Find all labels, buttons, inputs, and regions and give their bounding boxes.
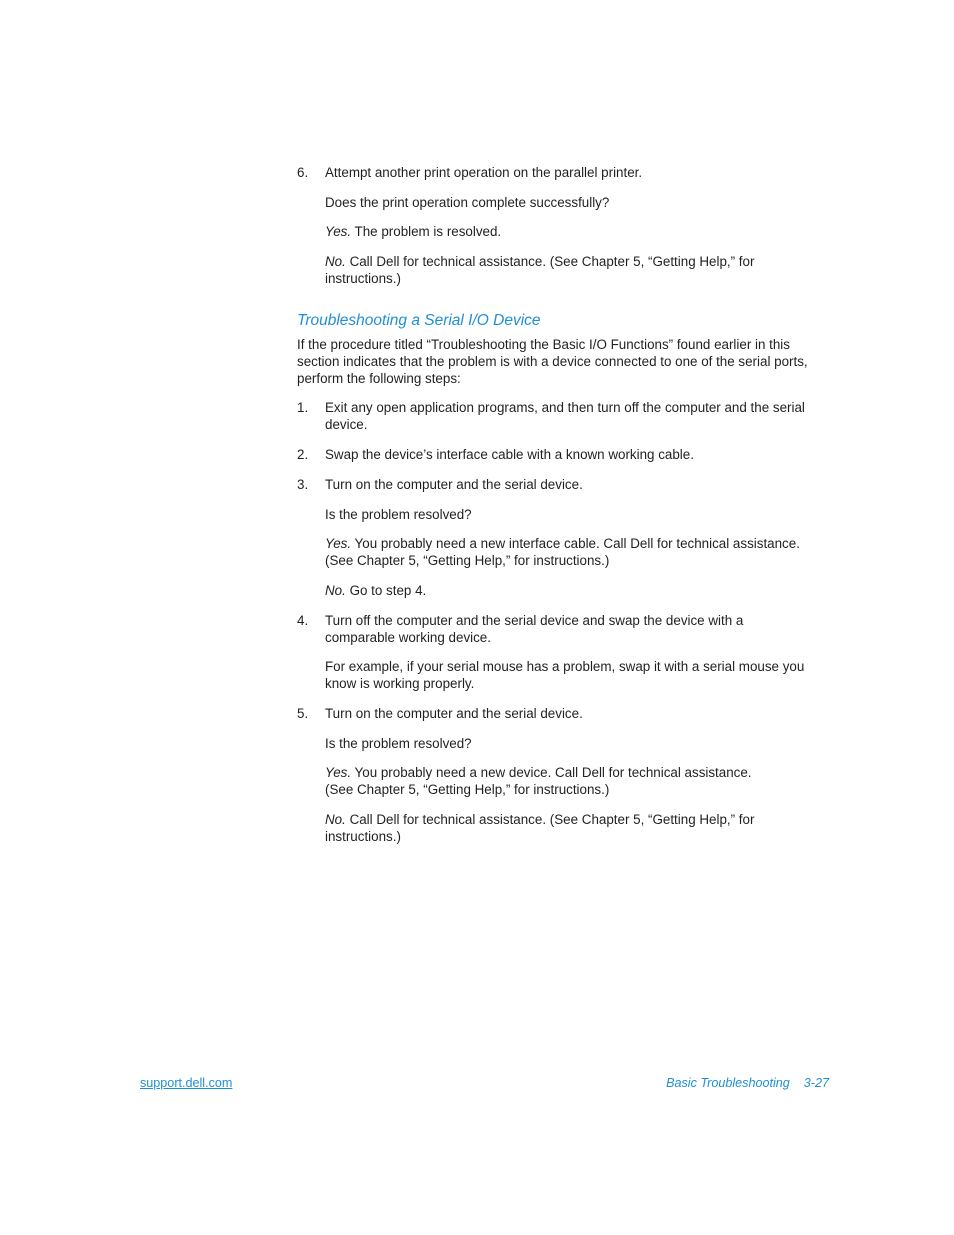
step-note: For example, if your serial mouse has a problem, swap it with a serial mouse you know is working properly. [325, 659, 805, 691]
step-number: 6. [297, 165, 309, 180]
support-link[interactable]: support.dell.com [140, 1076, 233, 1090]
yes-answer [325, 535, 825, 569]
step-number: 1. [297, 400, 309, 415]
yes-label: Yes. [325, 536, 352, 551]
page-number: 3-27 [803, 1076, 829, 1090]
chapter-title: Basic Troubleshooting [666, 1076, 790, 1090]
step-number: 2. [297, 447, 309, 462]
no-label: No. [325, 254, 346, 269]
step-text: Swap the device’s interface cable with a known working cable. [325, 447, 694, 462]
yes-text: You probably need a new device. Call Dell for technical assistance. [351, 765, 752, 780]
page-footer [666, 1075, 829, 1091]
step-question: Does the print operation complete successfully? [325, 195, 610, 210]
yes-text: The problem is resolved. [351, 224, 502, 239]
yes-answer-cont: (See Chapter 5, “Getting Help,” for instructions.) [325, 782, 610, 797]
no-answer [325, 811, 785, 845]
step-number: 4. [297, 613, 309, 628]
step-question: Is the problem resolved? [325, 736, 472, 751]
step-question: Is the problem resolved? [325, 507, 472, 522]
yes-text: You probably need a new interface cable. Call Dell for technical assistance. (See Chapter 5, “Getting Help,” for instructions.) [325, 536, 800, 568]
step-text: Exit any open application programs, and then turn off the computer and the serial device. [325, 400, 805, 432]
step-number: 3. [297, 477, 309, 492]
yes-answer [325, 223, 835, 240]
no-text: Go to step 4. [345, 583, 427, 598]
no-label: No. [325, 812, 346, 827]
step-text: Turn on the computer and the serial device. [325, 477, 583, 492]
step-text: Attempt another print operation on the parallel printer. [325, 165, 643, 180]
no-answer [325, 253, 785, 287]
step-number: 5. [297, 706, 309, 721]
yes-label: Yes. [325, 224, 352, 239]
yes-label: Yes. [325, 765, 352, 780]
no-text: Call Dell for technical assistance. (See Chapter 5, “Getting Help,” for instructions.) [325, 254, 755, 286]
step-text: Turn off the computer and the serial device and swap the device with a comparable working device. [325, 613, 744, 645]
no-answer [325, 582, 835, 599]
step-text: Turn on the computer and the serial device. [325, 706, 583, 721]
no-label: No. [325, 583, 346, 598]
no-text: Call Dell for technical assistance. (See Chapter 5, “Getting Help,” for instructions.) [325, 812, 755, 844]
yes-answer [325, 764, 835, 781]
section-heading: Troubleshooting a Serial I/O Device [297, 312, 541, 329]
section-intro: If the procedure titled “Troubleshooting the Basic I/O Functions” found earlier in this section indicates that the problem is with a device connected to one of the serial ports, perform the following steps: [297, 337, 808, 386]
